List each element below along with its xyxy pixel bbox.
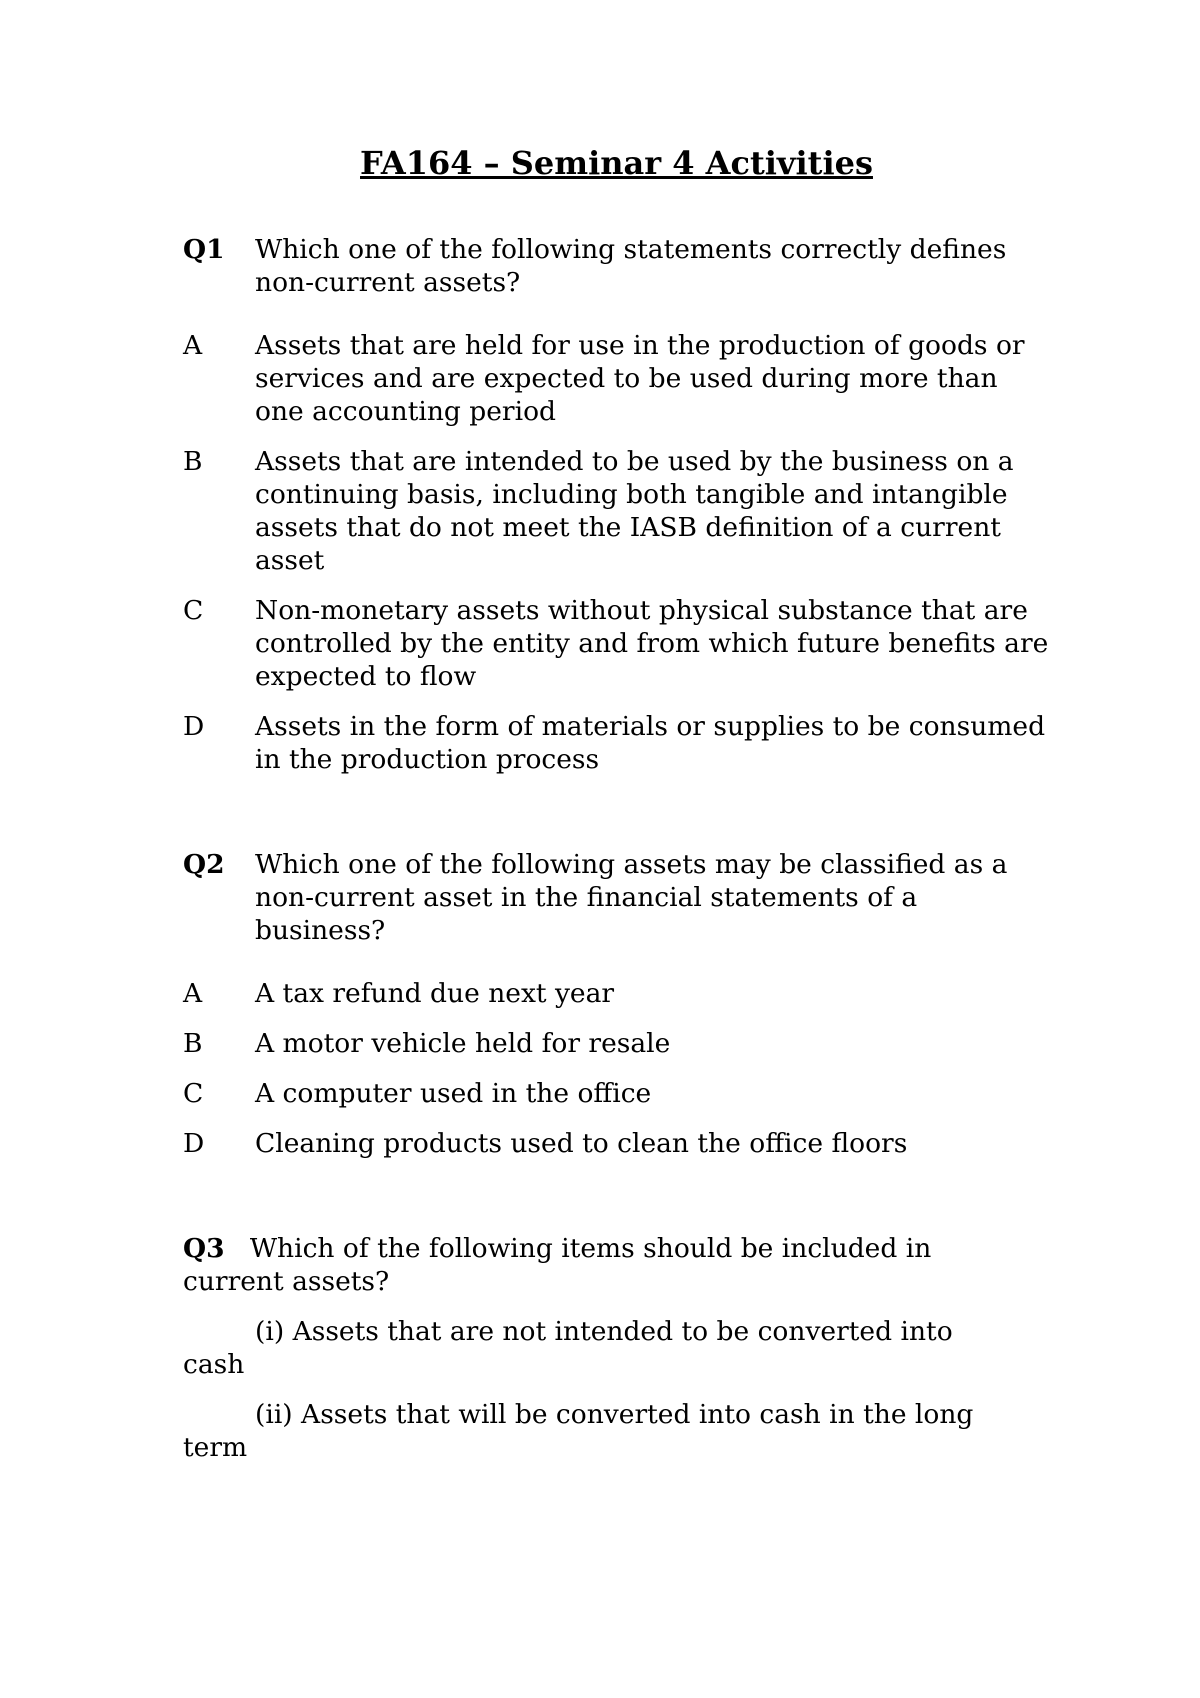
question-1: [183, 233, 1050, 776]
option-b: [183, 445, 1050, 577]
option-c: [183, 1077, 1050, 1110]
option-text: Assets in the form of materials or supplies to be consumed in the production process: [255, 711, 1046, 775]
sub-item-ii: (ii) Assets that will be converted into cash in the long term: [183, 1399, 974, 1463]
document-title: FA164 – Seminar 4 Activities: [360, 144, 873, 182]
option-c: [183, 594, 1050, 693]
option-a: [183, 977, 1050, 1010]
option-text: Cleaning products used to clean the office floors: [255, 1128, 908, 1159]
question-2: [183, 848, 1050, 1160]
option-a: [183, 329, 1050, 428]
question-number: Q2: [183, 849, 225, 880]
option-text: Assets that are intended to be used by the business on a continuing basis, including both tangible and intangible assets that do not meet the IASB definition of a current asset: [255, 446, 1014, 576]
question-text: Which one of the following assets may be classified as a non-current asset in the financial statements of a business?: [255, 849, 1008, 946]
option-label: B: [183, 1028, 203, 1059]
option-b: [183, 1027, 1050, 1060]
question-2-stem: [183, 848, 1050, 947]
question-3: [183, 1232, 1050, 1464]
option-text: A computer used in the office: [255, 1078, 652, 1109]
question-1-stem: [183, 233, 1050, 299]
question-text: Which of the following items should be included in current assets?: [183, 1233, 932, 1297]
question-number: Q3: [183, 1233, 225, 1264]
option-label: A: [183, 330, 203, 361]
option-text: A motor vehicle held for resale: [255, 1028, 671, 1059]
option-text: Non-monetary assets without physical substance that are controlled by the entity and from which future benefits are expected to flow: [255, 595, 1049, 692]
option-text: Assets that are held for use in the production of goods or services and are expected to be used during more than one accounting period: [255, 330, 1025, 427]
option-d: [183, 710, 1050, 776]
question-3-stem: [183, 1232, 1013, 1298]
option-label: C: [183, 1078, 204, 1109]
option-label: A: [183, 978, 203, 1009]
sub-item-i: (i) Assets that are not intended to be converted into cash: [183, 1316, 953, 1380]
option-label: B: [183, 446, 203, 477]
option-label: D: [183, 711, 205, 742]
option-text: A tax refund due next year: [255, 978, 615, 1009]
question-number: Q1: [183, 234, 225, 265]
option-d: [183, 1127, 1050, 1160]
option-label: C: [183, 595, 204, 626]
option-label: D: [183, 1128, 205, 1159]
question-text: Which one of the following statements correctly defines non-current assets?: [255, 234, 1007, 298]
